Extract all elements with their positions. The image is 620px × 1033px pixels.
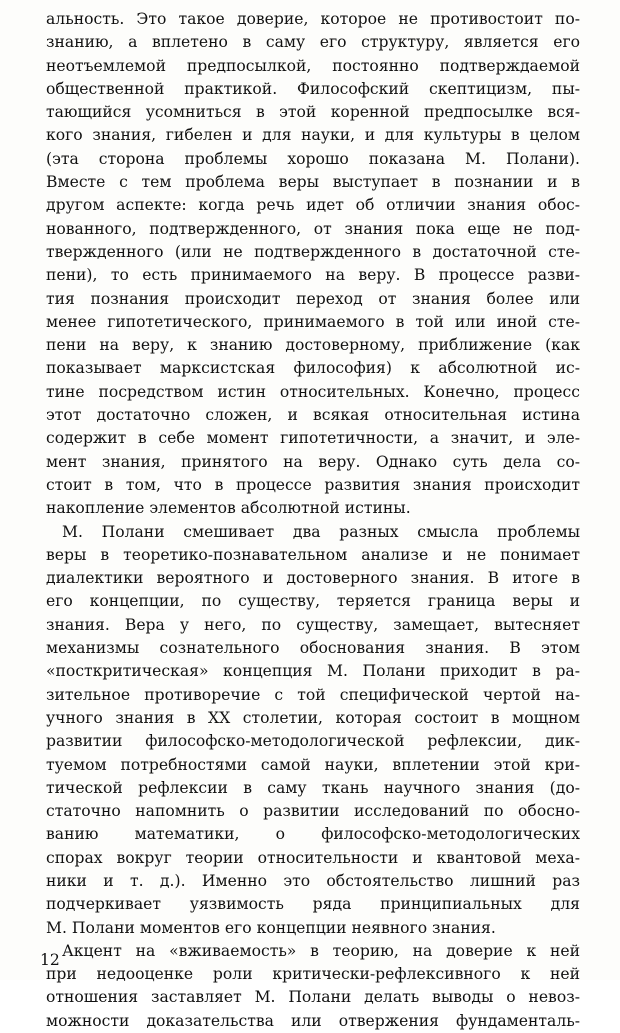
text-line: твержденного (или не подтвержденного в достаточной сте- [46,242,580,261]
text-line: знанию, а вплетено в саму его структуру, является его [46,33,580,52]
text-line: показывает марксистская философия) к абсолютной ис- [46,359,580,378]
body-text [46,8,580,1033]
text-line: ники и т. д.). Именно это обстоятельство лишний раз [46,871,580,890]
text-line: М. Полани моментов его концепции неявного знания. [46,918,496,937]
text-line: Вместе с тем проблема веры выступает в познании и в [46,173,580,192]
text-line: М. Полани смешивает два разных смысла проблемы [62,522,580,541]
text-line: менее гипотетического, принимаемого в той или иной сте- [46,312,580,331]
text-line: статочно напомнить о развитии исследований по обосно- [46,802,580,821]
text-line: при недооценке роли критически-рефлексивного к ней [46,965,580,984]
text-line: накопление элементов абсолютной истины. [46,499,411,518]
page-number: 12 [40,951,60,969]
text-line: механизмы сознательного обоснования знания. В этом [46,639,580,658]
text-line: подчеркивает уязвимость ряда принципиальных для [46,895,580,914]
text-line: зительное противоречие с той специфической чертой на- [46,685,580,704]
text-line: кого знания, гибелен и для науки, и для культуры в целом [46,126,580,145]
text-line: этот достаточно сложен, и всякая относительная истина [46,406,580,425]
text-line: тине посредством истин относительных. Конечно, процесс [46,382,580,401]
text-line: ванию математики, о философско-методологических [46,825,580,844]
text-line: тия познания происходит переход от знания более или [46,289,580,308]
text-line: учного знания в XX столетии, которая состоит в мощном [46,708,580,727]
text-line: туемом потребностями самой науки, вплетении этой кри- [46,755,580,774]
text-line: альность. Это такое доверие, которое не противостоит по- [46,10,580,28]
text-line: спорах вокруг теории относительности и квантовой меха- [46,848,580,867]
text-line: развитии философско-методологической рефлексии, дик- [46,732,580,751]
text-line: пени на веру, к знанию достоверному, приближение (как [46,336,580,355]
text-line: пени), то есть принимаемого на веру. В процессе разви- [46,266,580,285]
text-line: тающийся усомниться в этой коренной предпосылке вся- [46,103,580,122]
text-line: тической рефлексии в саму ткань научного знания (до- [46,778,580,797]
text-line: содержит в себе момент гипотетичности, а значит, и эле- [46,429,580,448]
text-line: знания. Вера у него, по существу, замещает, вытесняет [46,615,580,634]
text-line: можности доказательства или отвержения фундаменталь- [46,1011,580,1030]
text-line: отношения заставляет М. Полани делать выводы о невоз- [46,988,580,1007]
text-line: нованного, подтвержденного, от знания пока еще не под- [46,219,580,238]
text-line: (эта сторона проблемы хорошо показана М. Полани). [46,149,580,168]
text-line: диалектики вероятного и достоверного знания. В итоге в [46,569,580,588]
text-line: другом аспекте: когда речь идет об отличии знания обос- [46,196,580,215]
text-line: его концепции, по существу, теряется граница веры и [46,592,580,611]
text-line: неотъемлемой предпосылкой, постоянно подтверждаемой [46,56,580,75]
text-line: Акцент на «вживаемость» в теорию, на доверие к ней [62,941,580,960]
text-line: общественной практикой. Философский скептицизм, пы- [46,79,580,98]
text-line: стоит в том, что в процессе развития знания происходит [46,475,580,494]
text-line: «посткритическая» концепция М. Полани приходит в ра- [46,662,580,681]
text-line: веры в теоретико-познавательном анализе и не понимает [46,545,580,564]
text-line: мент знания, принятого на веру. Однако суть дела со- [46,452,580,471]
